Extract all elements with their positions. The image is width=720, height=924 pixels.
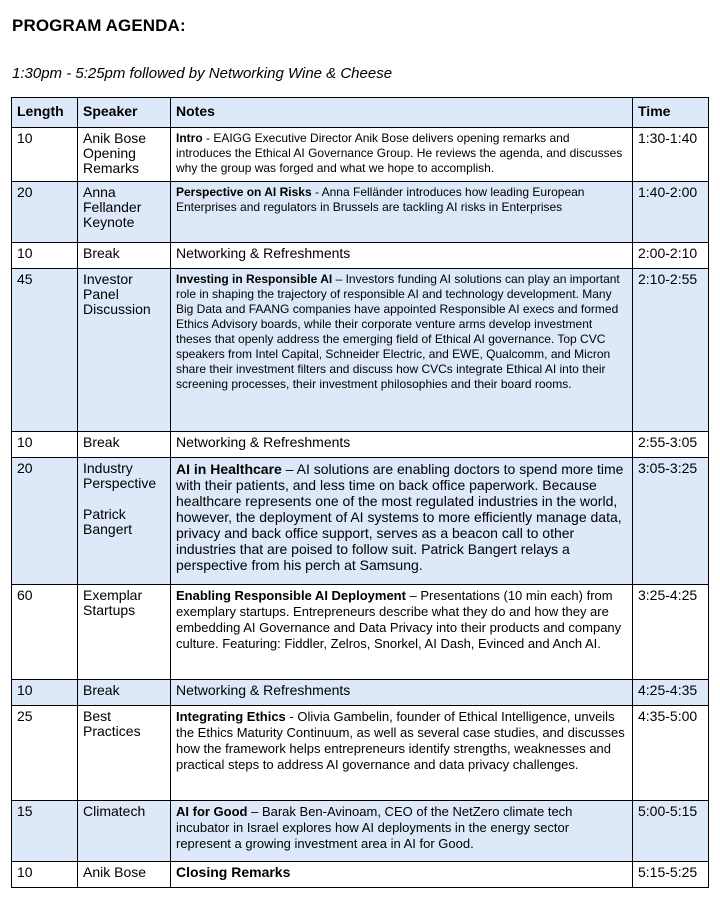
- speaker-cell: [78, 801, 171, 862]
- length-cell: 10: [12, 862, 78, 888]
- session-title: Intro: [176, 131, 203, 145]
- speaker-line: Discussion: [83, 301, 151, 317]
- time-cell: 5:15-5:25: [633, 862, 709, 888]
- speaker-line: Patrick: [83, 506, 126, 522]
- time-cell: 1:40-2:00: [633, 182, 709, 243]
- agenda-body: [12, 128, 709, 888]
- speaker-line: Panel: [83, 286, 119, 302]
- table-row: [12, 182, 709, 243]
- column-header-length: Length: [12, 98, 78, 128]
- column-header-speaker: Speaker: [78, 98, 171, 128]
- length-cell: 10: [12, 243, 78, 269]
- speaker-line: Bangert: [83, 521, 133, 537]
- notes-cell: [171, 432, 633, 458]
- notes-cell: [171, 243, 633, 269]
- length-cell: 20: [12, 182, 78, 243]
- table-row: [12, 128, 709, 182]
- table-row: [12, 801, 709, 862]
- speaker-line: Climatech: [83, 803, 146, 819]
- column-header-time: Time: [633, 98, 709, 128]
- length-cell: 20: [12, 458, 78, 585]
- table-row: [12, 680, 709, 706]
- speaker-line: Break: [83, 434, 120, 450]
- speaker-cell: [78, 706, 171, 801]
- length-cell: 10: [12, 128, 78, 182]
- session-description: – Presentations (10 min each) from exemplary startups. Entrepreneurs describe what they do and how they are embedding AI Governance and Data Privacy into their products and company culture. Featuring: Fiddler, Zelros, Snorkel, AI Dash, Evinced and Anch AI.: [176, 588, 622, 651]
- speaker-spacer: [83, 491, 165, 507]
- session-description: Networking & Refreshments: [176, 245, 351, 261]
- speaker-line: Break: [83, 245, 120, 261]
- notes-cell: [171, 680, 633, 706]
- speaker-cell: [78, 128, 171, 182]
- notes-cell: [171, 269, 633, 432]
- speaker-cell: [78, 432, 171, 458]
- speaker-line: Perspective: [83, 475, 157, 491]
- speaker-cell: [78, 680, 171, 706]
- time-cell: 3:05-3:25: [633, 458, 709, 585]
- session-title: Integrating Ethics: [176, 709, 286, 724]
- session-title: AI for Good: [176, 804, 248, 819]
- notes-cell: [171, 706, 633, 801]
- speaker-cell: [78, 862, 171, 888]
- agenda-table: [11, 97, 709, 888]
- notes-cell: [171, 801, 633, 862]
- length-cell: 15: [12, 801, 78, 862]
- session-description: Networking & Refreshments: [176, 682, 351, 698]
- notes-cell: [171, 585, 633, 680]
- table-row: [12, 458, 709, 585]
- speaker-cell: [78, 458, 171, 585]
- length-cell: 60: [12, 585, 78, 680]
- table-row: [12, 706, 709, 801]
- length-cell: 25: [12, 706, 78, 801]
- session-title: Investing in Responsible AI: [176, 272, 333, 286]
- session-title: Closing Remarks: [176, 864, 291, 880]
- session-description: Networking & Refreshments: [176, 434, 351, 450]
- speaker-line: Anna: [83, 184, 116, 200]
- notes-cell: [171, 128, 633, 182]
- time-cell: 1:30-1:40: [633, 128, 709, 182]
- speaker-line: Investor: [83, 271, 133, 287]
- session-description: – Investors funding AI solutions can play an important role in shaping the trajectory of responsible AI and technology development. Many Big Data and FAANG companies have appointed Responsible AI execs and formed Ethics Advisory boards, while their corporate venture arms develop investment theses that openly address the emerging field of Ethical AI governance. Top CVC speakers from Intel Capital, Schneider Electric, and EWE, Qualcomm, and Micron share their investment filters and discuss how CVCs integrate Ethical AI into their screening processes, their investment philosophies and their board rooms.: [176, 272, 620, 391]
- session-title: Enabling Responsible AI Deployment: [176, 588, 406, 603]
- time-cell: 2:10-2:55: [633, 269, 709, 432]
- session-description: – Barak Ben-Avinoam, CEO of the NetZero climate tech incubator in Israel explores how AI deployments in the energy sector represent a growing investment area in AI for Good.: [176, 804, 573, 851]
- time-cell: 2:00-2:10: [633, 243, 709, 269]
- page-heading: PROGRAM AGENDA:: [12, 16, 186, 35]
- speaker-line: Opening: [83, 145, 136, 161]
- speaker-line: Best: [83, 708, 112, 724]
- speaker-line: Break: [83, 682, 120, 698]
- speaker-line: Keynote: [83, 214, 135, 230]
- session-description: - EAIGG Executive Director Anik Bose delivers opening remarks and introduces the Ethical AI Governance Group. He reviews the agenda, and discusses why the group was forged and what we hope to accomplish.: [176, 131, 623, 175]
- speaker-line: Anik Bose: [83, 864, 147, 880]
- speaker-cell: [78, 585, 171, 680]
- time-cell: 4:35-5:00: [633, 706, 709, 801]
- notes-cell: [171, 862, 633, 888]
- column-header-notes: Notes: [171, 98, 633, 128]
- session-title: Perspective on AI Risks: [176, 185, 312, 199]
- length-cell: 10: [12, 680, 78, 706]
- speaker-cell: [78, 243, 171, 269]
- table-row: [12, 585, 709, 680]
- notes-cell: [171, 458, 633, 585]
- session-description: - Olivia Gambelin, founder of Ethical Intelligence, unveils the Ethics Maturity Continuum, as well as several case studies, and discusses how the framework helps entrepreneurs identify strengths, weaknesses and practical steps to address AI governance and data privacy challenges.: [176, 709, 625, 772]
- speaker-line: Exemplar: [83, 587, 143, 603]
- table-row: [12, 243, 709, 269]
- session-title: AI in Healthcare: [176, 461, 282, 477]
- time-cell: 5:00-5:15: [633, 801, 709, 862]
- length-cell: 45: [12, 269, 78, 432]
- speaker-line: Fellander: [83, 199, 142, 215]
- speaker-cell: [78, 182, 171, 243]
- speaker-cell: [78, 269, 171, 432]
- session-description: - Anna Felländer introduces how leading European Enterprises and regulators in Brussels are tackling AI risks in Enterprises: [176, 185, 585, 214]
- speaker-line: Startups: [83, 602, 136, 618]
- page-subheading: 1:30pm - 5:25pm followed by Networking Wine & Cheese: [12, 65, 393, 82]
- speaker-line: Anik Bose: [83, 130, 147, 146]
- table-row: [12, 862, 709, 888]
- notes-cell: [171, 182, 633, 243]
- speaker-line: Remarks: [83, 160, 140, 176]
- time-cell: 2:55-3:05: [633, 432, 709, 458]
- time-cell: 3:25-4:25: [633, 585, 709, 680]
- time-cell: 4:25-4:35: [633, 680, 709, 706]
- table-header-row: [12, 98, 709, 128]
- table-row: [12, 269, 709, 432]
- table-row: [12, 432, 709, 458]
- length-cell: 10: [12, 432, 78, 458]
- speaker-line: Industry: [83, 460, 133, 476]
- speaker-line: Practices: [83, 723, 141, 739]
- session-description: – AI solutions are enabling doctors to spend more time with their patients, and less time on back office paperwork. Because healthcare represents one of the most regulated industries in the world, however, the deployment of AI systems to more efficiently manage data, privacy and back office support, serves as a beacon call to other industries that are poised to follow suit. Patrick Bangert relays a perspective from his perch at Samsung.: [176, 461, 624, 573]
